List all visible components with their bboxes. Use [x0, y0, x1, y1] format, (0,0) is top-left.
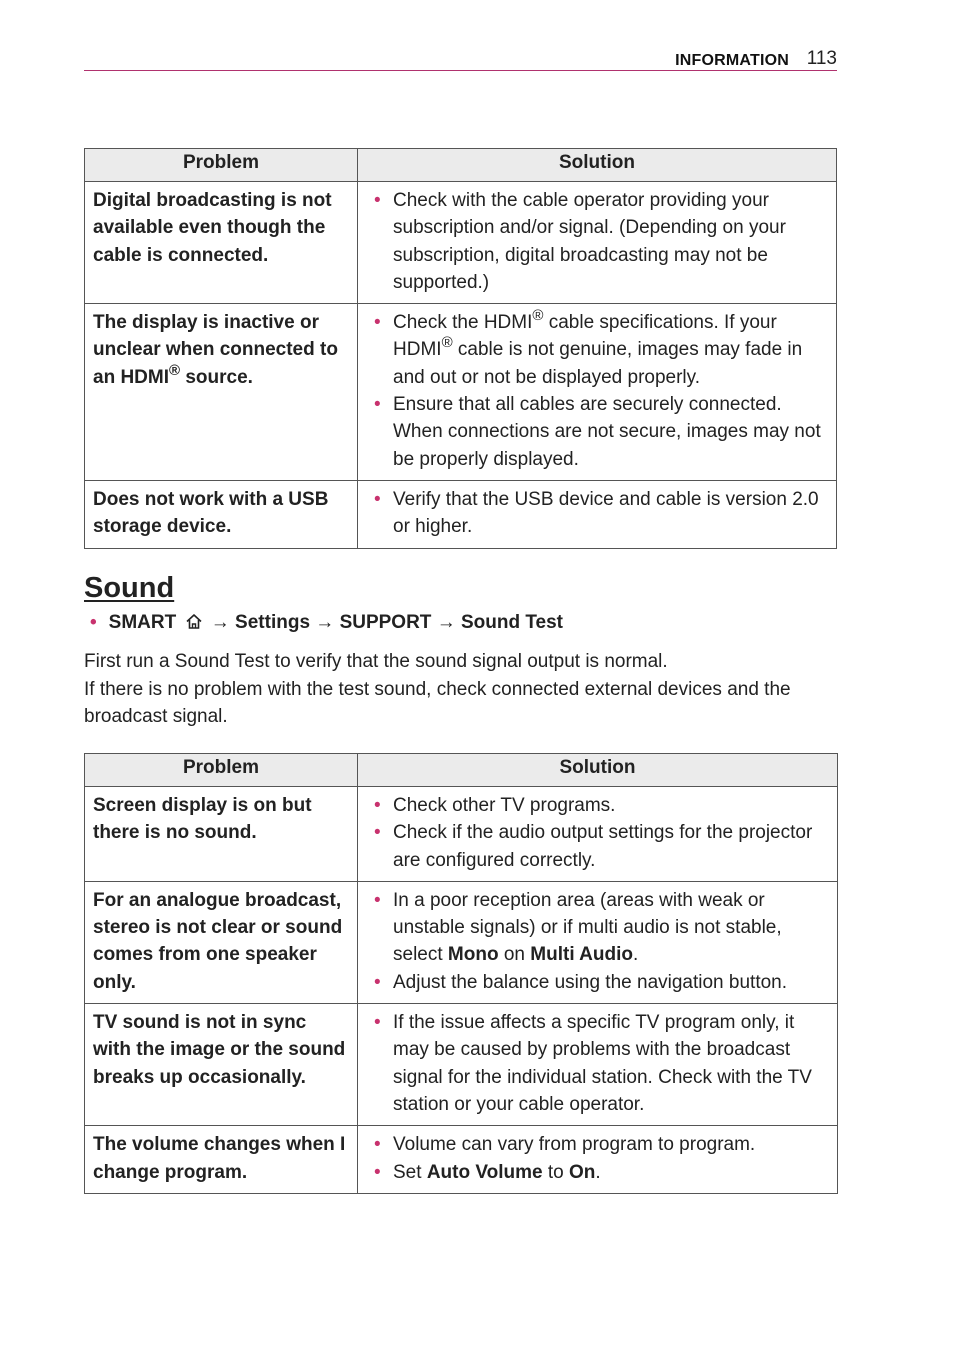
table-row: [85, 787, 838, 882]
troubleshooting-table-sound: [84, 753, 838, 1194]
home-icon: [185, 613, 203, 630]
solution-item: • Volume can vary from program to program.: [372, 1131, 831, 1158]
problem-cell: Does not work with a USB storage device.: [85, 480, 358, 548]
solution-list: [372, 1131, 831, 1186]
solution-item: [372, 1159, 831, 1186]
solution-text: .: [633, 944, 639, 966]
problem-cell: [85, 304, 358, 481]
column-header-solution: Solution: [358, 149, 837, 182]
solution-text: In a poor reception area (areas with weak or unstable signals) or if multi audio is not stable, select: [393, 889, 782, 966]
solution-cell: [358, 787, 838, 882]
problem-cell: For an analogue broadcast, stereo is not clear or sound comes from one speaker only.: [85, 881, 358, 1003]
table-row: [85, 881, 838, 1003]
problem-text: The display is inactive or unclear when connected to an HDMI: [93, 312, 338, 388]
problem-cell: Screen display is on but there is no sound.: [85, 787, 358, 882]
column-header-problem: Problem: [85, 754, 358, 787]
solution-item: • Check other TV programs.: [372, 792, 831, 819]
solution-cell: [358, 1126, 838, 1194]
bold-term: Auto Volume: [426, 1161, 543, 1183]
path-rest: → Settings → SUPPORT → Sound Test: [210, 612, 564, 633]
solution-item: • Verify that the USB device and cable is version 2.0 or higher.: [372, 486, 830, 541]
solution-list: [372, 309, 830, 473]
solution-text: Check the HDMI: [393, 312, 533, 334]
section-heading-sound: Sound: [84, 572, 175, 604]
bold-term: On: [568, 1161, 596, 1183]
solution-text: on: [498, 944, 531, 966]
solution-item: • If the issue affects a specific TV program only, it may be caused by problems with the broadcast signal for the individual station. Check with the TV station or your cable operator.: [372, 1009, 831, 1118]
bullet: •: [90, 612, 97, 633]
solution-item: [372, 309, 830, 391]
solution-text: cable is not genuine, images may fade in and out or not be displayed properly.: [393, 339, 803, 388]
intro-text: [84, 648, 844, 731]
solution-item: • Check with the cable operator providing your subscription and/or signal. (Depending on your subscription, digital broadcasting may not be supported.): [372, 187, 830, 296]
solution-list: [372, 887, 831, 996]
registered-mark: ®: [441, 334, 453, 352]
solution-cell: [358, 480, 837, 548]
section-title: INFORMATION: [675, 52, 789, 69]
registered-mark: ®: [169, 361, 181, 379]
solution-list: [372, 1009, 831, 1118]
page-header: [84, 46, 837, 71]
header-rule: [84, 70, 837, 71]
solution-item: [372, 887, 831, 969]
bold-term: Mono: [447, 944, 499, 966]
solution-text: Set: [393, 1161, 427, 1183]
table-header-row: [85, 754, 838, 787]
troubleshooting-table-display: [84, 148, 837, 549]
problem-text: source.: [180, 366, 253, 388]
bold-term: Multi Audio: [530, 944, 633, 966]
intro-paragraph: If there is no problem with the test sound, check connected external devices and the broadcast signal.: [84, 678, 791, 727]
table-header-row: [85, 149, 837, 182]
solution-cell: [358, 1004, 838, 1126]
problem-cell: Digital broadcasting is not available even though the cable is connected.: [85, 182, 358, 304]
solution-cell: [358, 881, 838, 1003]
solution-text: .: [595, 1161, 601, 1183]
column-header-problem: Problem: [85, 149, 358, 182]
problem-cell: The volume changes when I change program.: [85, 1126, 358, 1194]
table-row: [85, 1004, 838, 1126]
solution-list: [372, 187, 830, 296]
intro-paragraph: First run a Sound Test to verify that the sound signal output is normal.: [84, 651, 668, 672]
column-header-solution: Solution: [358, 754, 838, 787]
page-number: 113: [806, 48, 837, 69]
table-row: [85, 1126, 838, 1194]
solution-item: • Check if the audio output settings for the projector are configured correctly.: [372, 819, 831, 874]
solution-list: [372, 792, 831, 874]
table-row: [85, 182, 837, 304]
solution-item: • Adjust the balance using the navigation button.: [372, 969, 831, 996]
solution-item: • Ensure that all cables are securely connected. When connections are not secure, images may not be properly displayed.: [372, 391, 830, 473]
solution-cell: [358, 182, 837, 304]
solution-text: cable specifications. If your HDMI: [393, 312, 777, 361]
solution-list: [372, 486, 830, 541]
solution-text: to: [542, 1161, 569, 1183]
table-row: [85, 304, 837, 481]
table-row: [85, 480, 837, 548]
menu-path: [90, 612, 563, 634]
solution-cell: [358, 304, 837, 481]
problem-cell: TV sound is not in sync with the image or the sound breaks up occasionally.: [85, 1004, 358, 1126]
registered-mark: ®: [532, 307, 544, 325]
path-smart: SMART: [108, 612, 177, 633]
